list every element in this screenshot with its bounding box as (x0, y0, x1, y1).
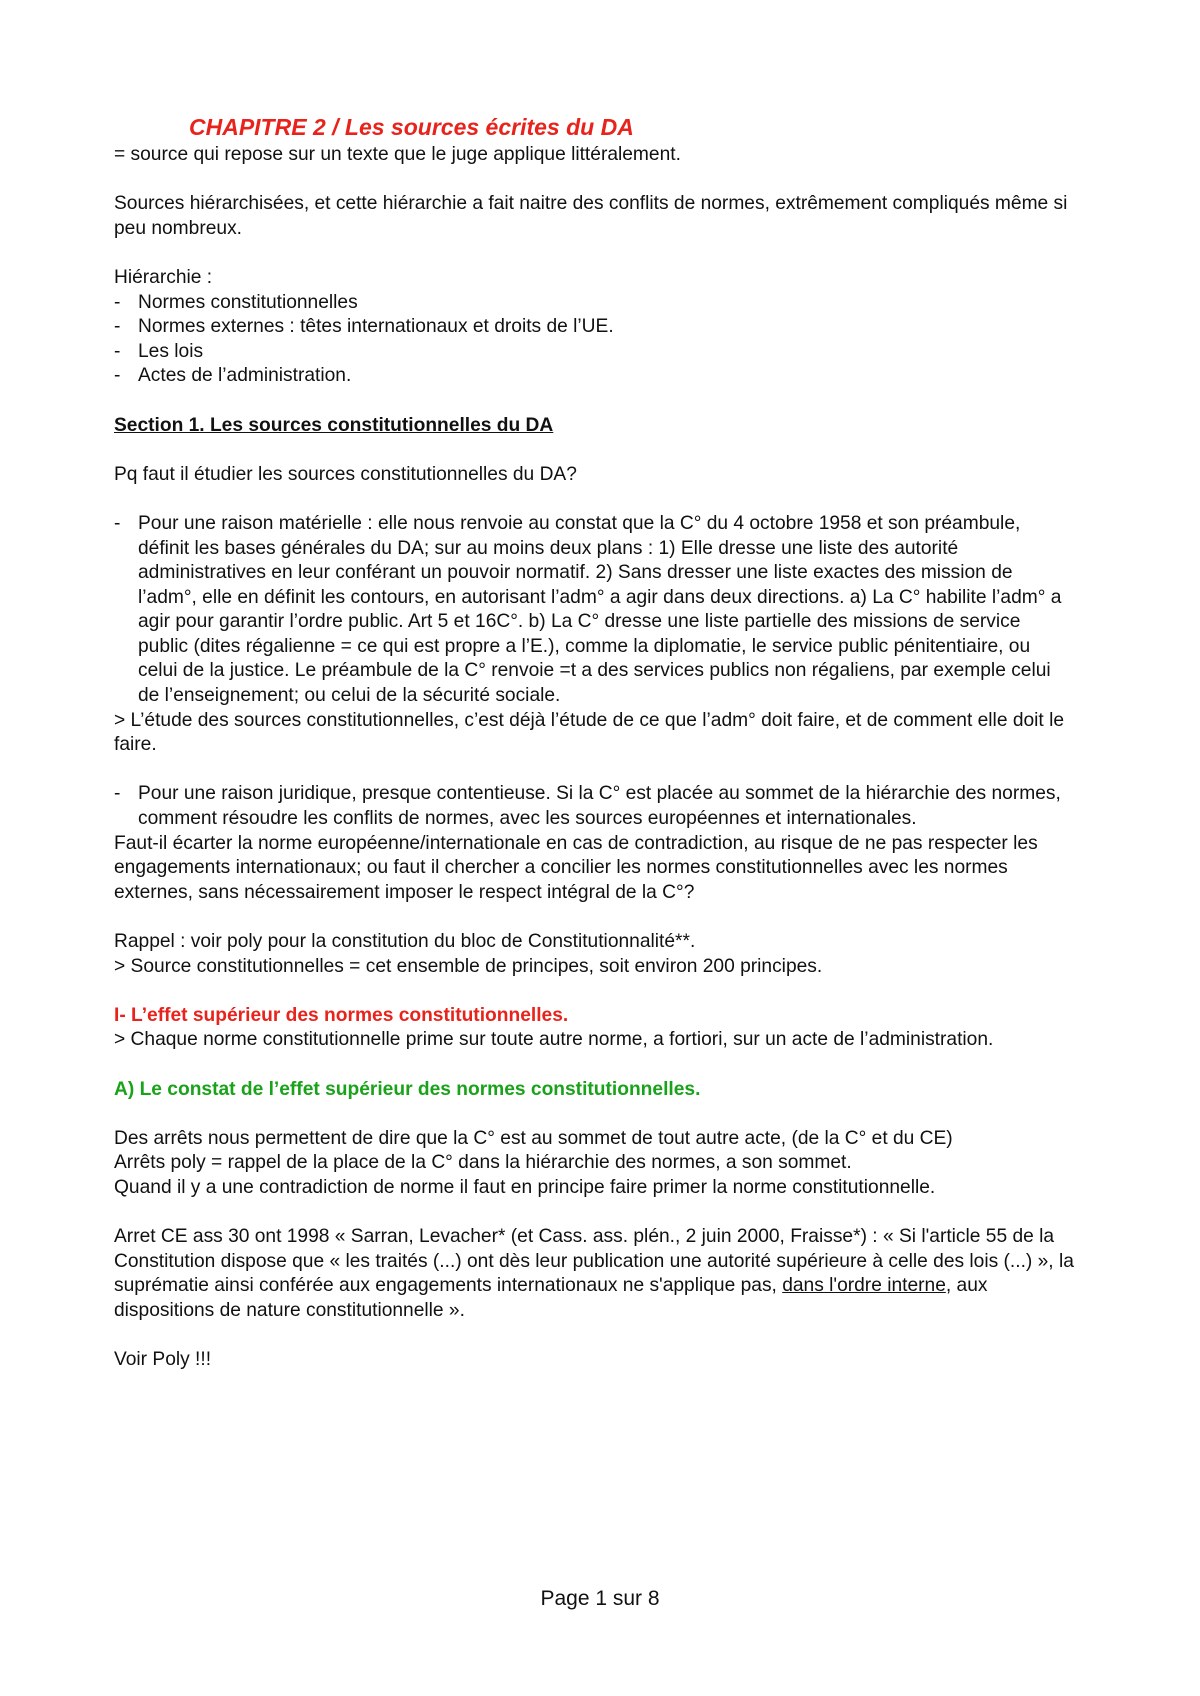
hierarchy-list (114, 291, 1074, 389)
part-text: > Chaque norme constitutionnelle prime sur toute autre norme, a fortiori, sur un acte de l’administration. (114, 1029, 994, 1051)
reason2-question: Faut-il écarter la norme européenne/internationale en cas de contradiction, au risque de ne pas respecter les engagements internationaux; ou faut il chercher a concilier les normes constitutionnelles avec les normes externes, sans nécessairement imposer le respect intégral de la C°? (114, 832, 1038, 903)
question-line: Pq faut il étudier les sources constitutionnelles du DA? (114, 463, 577, 485)
dash-bullet: - (114, 340, 121, 362)
list-item (114, 340, 1074, 365)
page-number-footer: Page 1 sur 8 (540, 1587, 660, 1610)
reason1-conclusion: > L’étude des sources constitutionnelles, c’est déjà l’étude de ce que l’adm° doit faire, et de comment elle doit le faire. (114, 709, 1065, 756)
dash-bullet: - (114, 512, 121, 534)
voir-poly-line: Voir Poly !!! (114, 1349, 212, 1371)
chapter-title: CHAPITRE 2 / Les sources écrites du DA (189, 114, 634, 140)
subpart-heading: A) Le constat de l’effet supérieur des normes constitutionnelles. (114, 1078, 701, 1100)
arret-citation (114, 1225, 1074, 1323)
arrets-line: Arrêts poly = rappel de la place de la C° dans la hiérarchie des normes, a son sommet. (114, 1152, 852, 1174)
arret-text-end: , aux dispositions de nature constitutionnelle ». (114, 1275, 988, 1321)
list-item-text: Normes constitutionnelles (138, 291, 358, 313)
arrets-line: Des arrêts nous permettent de dire que la C° est au sommet de tout autre acte, (de la C° et du CE) (114, 1127, 953, 1149)
arret-underlined-text: dans l'ordre interne (782, 1275, 946, 1297)
page-content (114, 112, 1074, 1373)
arrets-line: Quand il y a une contradiction de norme il faut en principe faire primer la norme constitutionnelle. (114, 1176, 936, 1198)
rappel-conclusion: > Source constitutionnelles = cet ensemble de principes, soit environ 200 principes. (114, 955, 823, 977)
part-heading: I- L’effet supérieur des normes constitutionnelles. (114, 1004, 569, 1026)
hierarchy-label: Hiérarchie : (114, 266, 213, 288)
arret-text-start: Arret CE ass 30 ont 1998 « Sarran, Levacher* (et Cass. ass. plén., 2 juin 2000, Fraisse*) : « Si l'article 55 de la Constitution dispose que « les traités (...) ont dès leur publication une autorité supérieure à celle des lois (...) », la suprématie ainsi conférée aux engagements internationaux ne s'applique pas, (114, 1226, 1074, 1297)
dash-bullet: - (114, 291, 121, 313)
list-item (114, 364, 1074, 389)
reason-list-2 (114, 782, 1074, 831)
list-item-text: Normes externes : têtes internationaux et droits de l’UE. (138, 316, 614, 338)
dash-bullet: - (114, 783, 121, 805)
definition-line: = source qui repose sur un texte que le juge applique littéralement. (114, 144, 681, 165)
dash-bullet: - (114, 365, 121, 387)
reason-list-1 (114, 512, 1074, 709)
list-item-text: Actes de l’administration. (138, 365, 352, 387)
list-item (114, 782, 1074, 831)
list-item (114, 291, 1074, 316)
rappel-line: Rappel : voir poly pour la constitution du bloc de Constitutionnalité**. (114, 931, 696, 952)
section-heading: Section 1. Les sources constitutionnelles du DA (114, 414, 554, 436)
dash-bullet: - (114, 316, 121, 338)
reason-material-text: Pour une raison matérielle : elle nous renvoie au constat que la C° du 4 octobre 1958 et son préambule, définit les bases générales du DA; sur au moins deux plans : 1) Elle dresse une liste des autorité administratives en leur conférant un pouvoir normatif. 2) Sans dresser une liste exactes des mission de l’adm°, elle en définit les contours, en autorisant l’adm° a agir dans deux directions. a) La C° habilite l’adm° a agir pour garantir l’ordre public. Art 5 et 16C°. b) La C° dresse une liste partielle des missions de service public (dites régalienne = ce qui est propre a l’E.), comme la diplomatie, le service public pénitentiaire, ou celui de la justice. Le préambule de la C° renvoie =t a des services publics non régaliens, par exemple celui de l’enseignement; ou celui de la sécurité sociale. (138, 512, 1062, 707)
list-item (114, 512, 1074, 709)
list-item (114, 315, 1074, 340)
list-item-text: Les lois (138, 340, 204, 362)
intro-paragraph: Sources hiérarchisées, et cette hiérarchie a fait naitre des conflits de normes, extrêmement compliqués même si peu nombreux. (114, 193, 1068, 239)
reason-legal-text: Pour une raison juridique, presque contentieuse. Si la C° est placée au sommet de la hiérarchie des normes, comment résoudre les conflits de normes, avec les sources européennes et internationales. (138, 783, 1061, 830)
